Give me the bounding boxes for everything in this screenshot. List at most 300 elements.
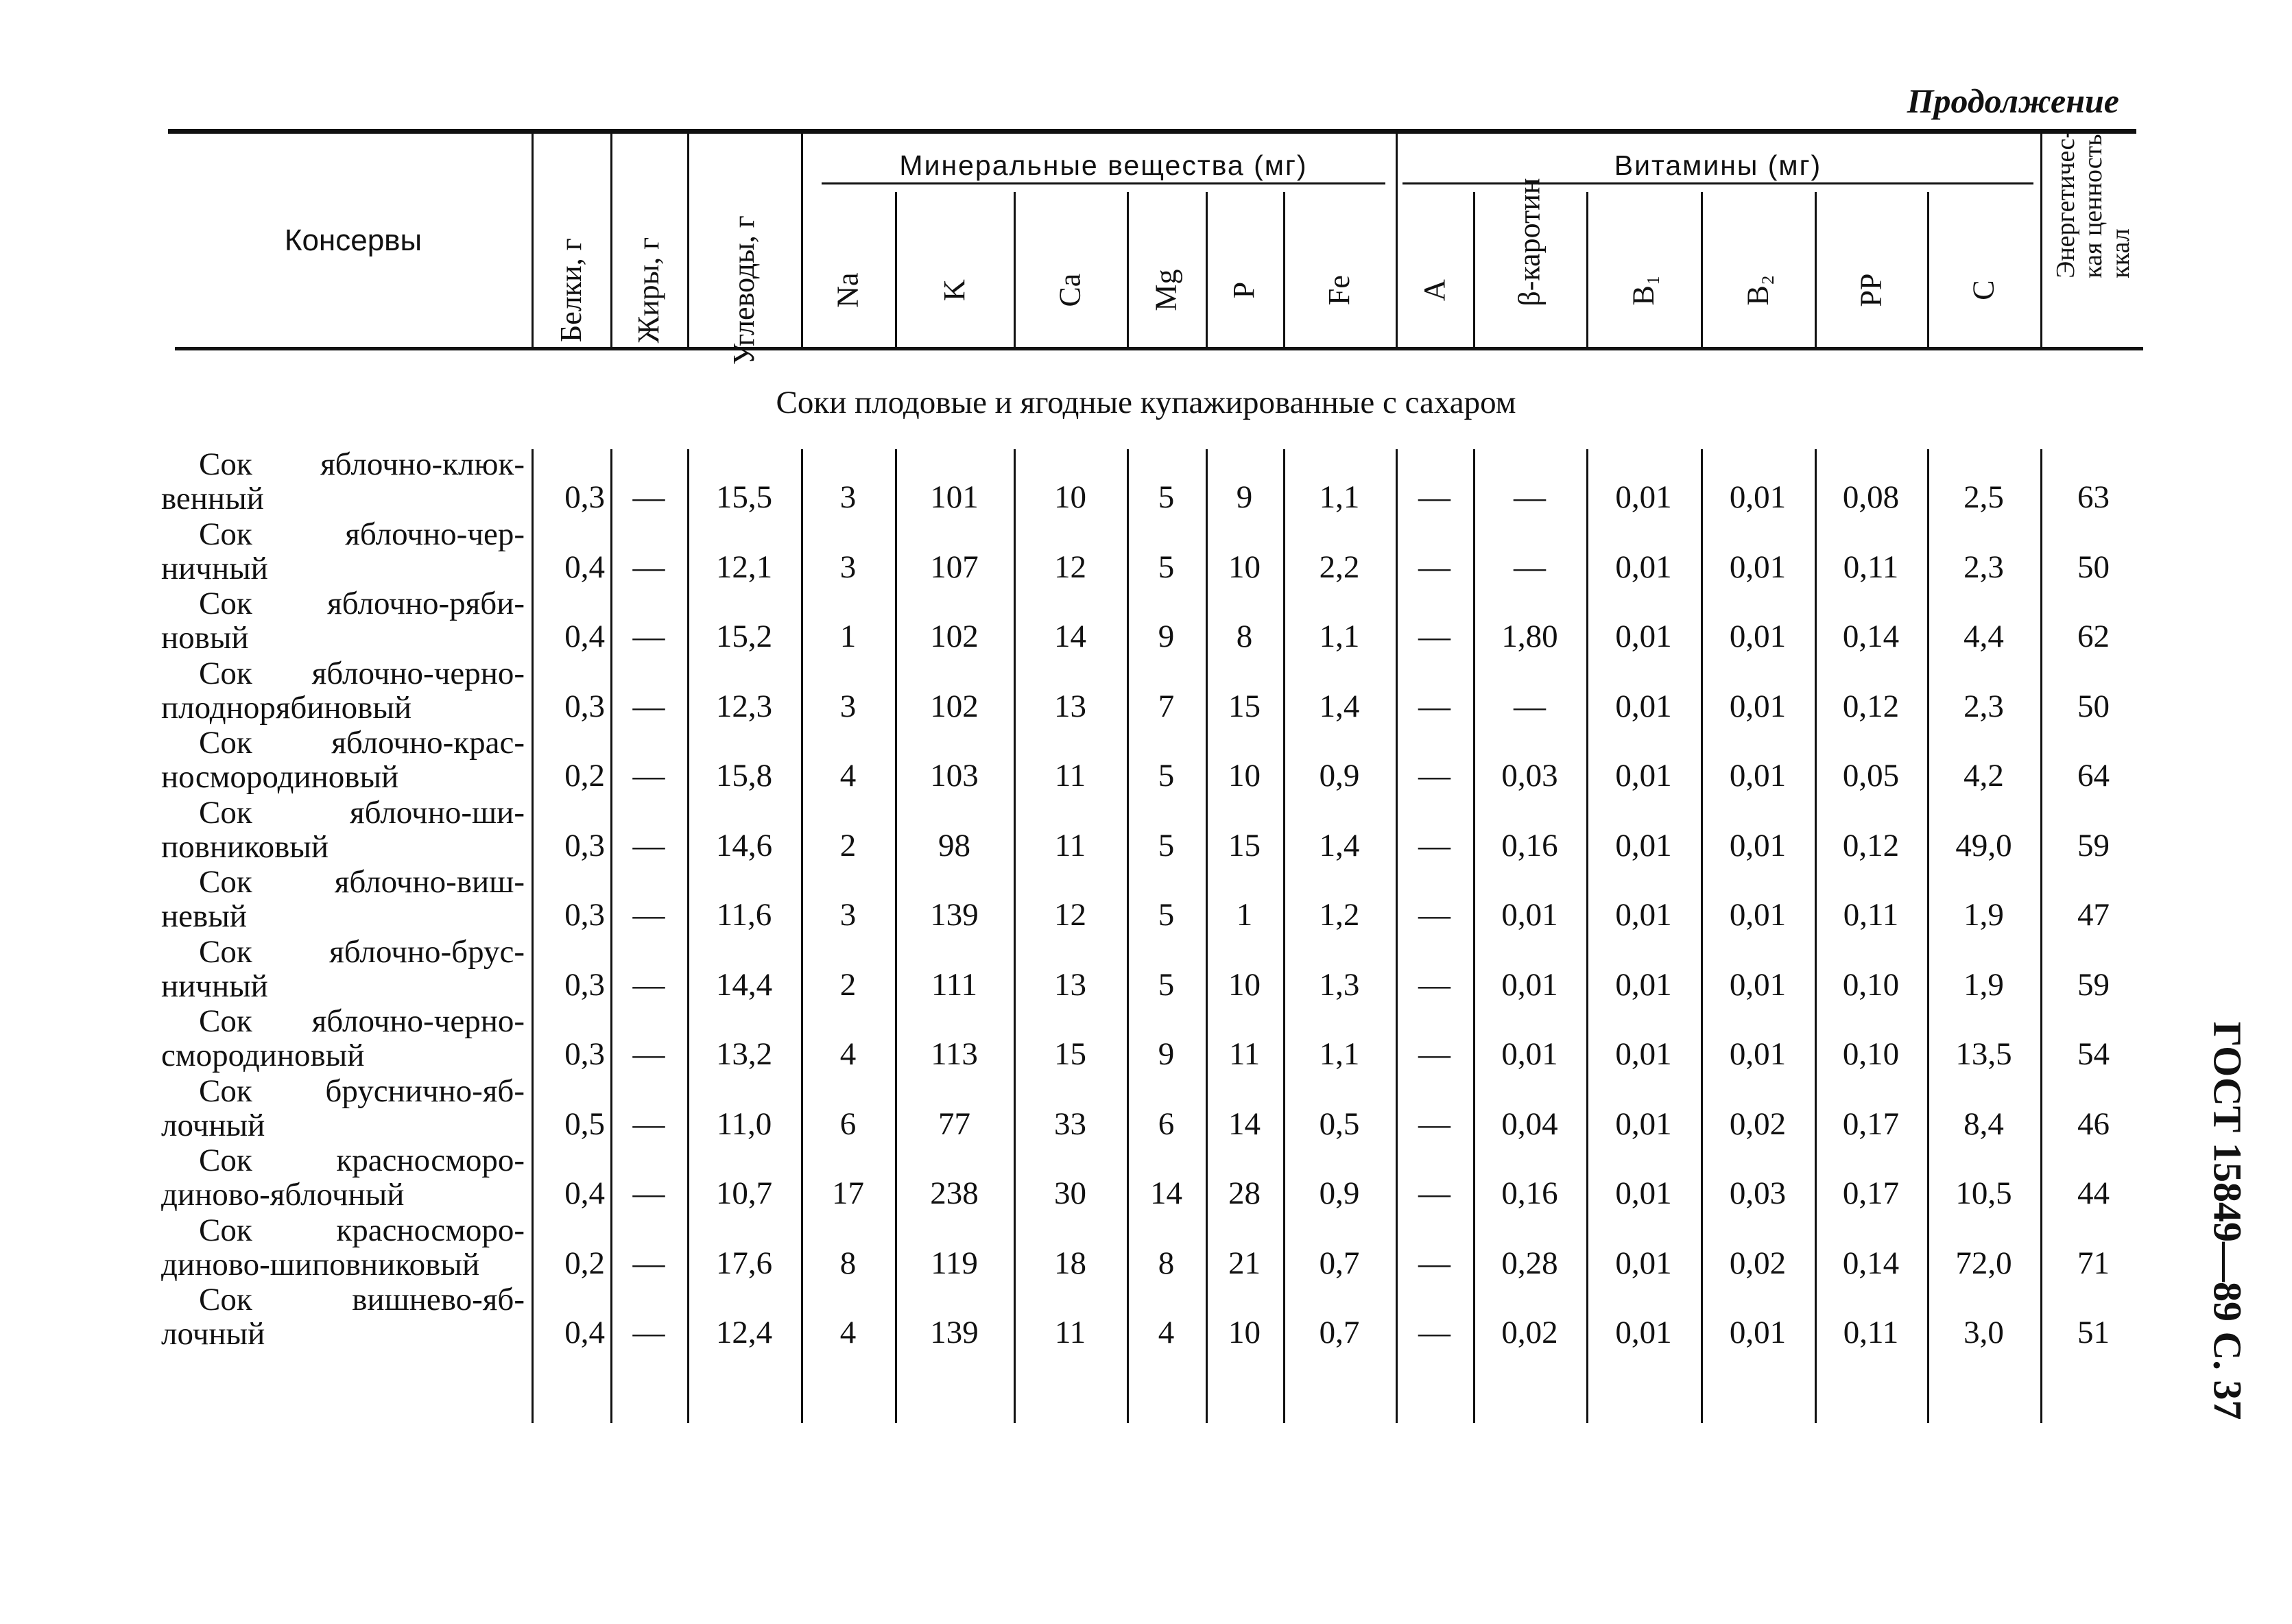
table-row: [0, 1281, 2292, 1350]
header-bottom-rule: [175, 347, 2143, 350]
row-product-name-word: Сок: [199, 1003, 252, 1039]
cell-beta: 0,02: [1501, 1315, 1558, 1350]
cell-ca: 12: [1054, 897, 1086, 933]
cell-belki: 0,3: [564, 827, 605, 863]
row-product-name-word: Сок: [199, 1073, 252, 1109]
cell-p: 9: [1236, 479, 1253, 515]
row-product-name-word: Сок: [199, 446, 252, 482]
header-k-label: K: [937, 279, 971, 301]
header-beta-label: β-каротин: [1512, 178, 1547, 307]
cell-beta: 0,01: [1501, 1036, 1558, 1072]
header-zhiry: [610, 134, 687, 347]
header-b2: [1701, 192, 1815, 347]
row-product-name-word: вишнево-яб-: [352, 1282, 525, 1317]
cell-zhiry: —: [632, 479, 665, 515]
cell-k: 77: [938, 1106, 970, 1142]
cell-beta: —: [1514, 479, 1546, 515]
cell-beta: 0,16: [1501, 827, 1558, 863]
cell-pp: 0,05: [1842, 758, 1900, 793]
cell-p: 10: [1228, 966, 1261, 1003]
cell-c: 2,3: [1963, 549, 2004, 585]
header-mg: [1127, 192, 1206, 347]
cell-b2: 0,02: [1729, 1245, 1787, 1281]
cell-b2: 0,01: [1729, 479, 1787, 515]
cell-pp: 0,17: [1842, 1175, 1900, 1211]
row-product-name-word: яблочно-крас-: [331, 725, 525, 761]
cell-b2: 0,01: [1729, 549, 1787, 585]
cell-k: 119: [931, 1245, 978, 1281]
cell-b2: 0,03: [1729, 1175, 1787, 1211]
row-product-name: [161, 1074, 525, 1143]
row-product-name-line2: новый: [161, 620, 249, 656]
cell-c: 1,9: [1963, 966, 2004, 1003]
row-product-name-line2: носмородиновый: [161, 759, 399, 795]
row-product-name-word: Сок: [199, 1212, 252, 1248]
cell-zhiry: —: [632, 619, 665, 654]
cell-pp: 0,11: [1843, 549, 1899, 585]
row-product-name-word: Сок: [199, 794, 252, 831]
row-product-name-word: бруснично-яб-: [325, 1073, 525, 1109]
header-a: [1396, 192, 1473, 347]
row-product-name: [161, 1004, 525, 1073]
row-product-name-word: яблочно-черно-: [311, 1003, 525, 1039]
cell-b2: 0,01: [1729, 897, 1787, 933]
cell-ugl: 14,4: [715, 966, 773, 1003]
cell-b1: 0,01: [1615, 479, 1672, 515]
cell-belki: 0,3: [564, 966, 605, 1003]
table-row: [0, 655, 2292, 724]
row-product-name: [161, 586, 525, 655]
row-product-name: [161, 1213, 525, 1282]
cell-pp: 0,11: [1843, 897, 1899, 933]
cell-fe: 1,1: [1319, 479, 1360, 515]
row-product-name: [161, 517, 525, 586]
header-mg-label: Mg: [1149, 269, 1183, 311]
header-energy-label: Энергетичес- кая ценность, ккал: [2051, 128, 2135, 279]
cell-c: 4,4: [1963, 619, 2004, 654]
cell-pp: 0,14: [1842, 1245, 1900, 1281]
row-product-name: [161, 1282, 525, 1351]
cell-b1: 0,01: [1615, 1315, 1672, 1350]
cell-zhiry: —: [632, 1036, 665, 1072]
cell-ca: 11: [1054, 827, 1086, 863]
header-a-label: A: [1417, 279, 1451, 301]
row-product-name-word: яблочно-клюк-: [320, 446, 525, 482]
header-belki: [532, 134, 610, 347]
cell-belki: 0,2: [564, 758, 605, 793]
cell-mg: 5: [1158, 827, 1175, 863]
cell-p: 11: [1228, 1036, 1261, 1072]
cell-fe: 1,2: [1319, 897, 1360, 933]
header-konservy: Консервы: [284, 223, 422, 257]
cell-b1: 0,01: [1615, 549, 1672, 585]
header-b1: [1586, 192, 1701, 347]
header-uglevody: [687, 134, 801, 365]
cell-b2: 0,02: [1729, 1106, 1787, 1142]
row-product-name-word: красносморо-: [336, 1143, 525, 1178]
row-product-name-line2: венный: [161, 481, 264, 516]
cell-energy: 54: [2077, 1036, 2110, 1072]
cell-beta: 0,16: [1501, 1175, 1558, 1211]
cell-fe: 1,1: [1319, 619, 1360, 654]
cell-energy: 64: [2077, 758, 2110, 793]
row-product-name-line2: невый: [161, 898, 247, 934]
cell-na: 4: [839, 758, 857, 793]
cell-mg: 6: [1158, 1106, 1175, 1142]
row-product-name-word: Сок: [199, 725, 252, 761]
cell-energy: 46: [2077, 1106, 2110, 1142]
row-product-name-word: яблочно-ши-: [349, 794, 525, 831]
cell-na: 3: [839, 549, 857, 585]
cell-beta: —: [1514, 549, 1546, 585]
row-product-name-line2: ничный: [161, 550, 268, 586]
table-row: [0, 794, 2292, 863]
cell-mg: 5: [1158, 966, 1175, 1003]
cell-energy: 62: [2077, 619, 2110, 654]
cell-beta: 0,04: [1501, 1106, 1558, 1142]
cell-energy: 51: [2077, 1315, 2110, 1350]
cell-na: 4: [839, 1315, 857, 1350]
header-beta: [1473, 178, 1586, 347]
cell-ugl: 15,5: [715, 479, 773, 515]
header-uglevody-label: Углеводы, г: [726, 215, 761, 365]
cell-a: —: [1418, 688, 1451, 724]
table-row: [0, 1073, 2292, 1141]
vitamins-group-rule: [1402, 182, 2033, 184]
header-ca: [1014, 192, 1127, 347]
cell-p: 15: [1228, 827, 1261, 863]
cell-c: 72,0: [1955, 1245, 2012, 1281]
cell-fe: 1,3: [1319, 966, 1360, 1003]
cell-ca: 30: [1054, 1175, 1086, 1211]
cell-zhiry: —: [632, 897, 665, 933]
cell-b1: 0,01: [1615, 827, 1672, 863]
header-belki-label: Белки, г: [553, 238, 588, 342]
cell-fe: 1,1: [1319, 1036, 1360, 1072]
cell-mg: 5: [1158, 897, 1175, 933]
cell-na: 3: [839, 479, 857, 515]
cell-ugl: 15,8: [715, 758, 773, 793]
cell-p: 10: [1228, 549, 1261, 585]
cell-zhiry: —: [632, 758, 665, 793]
table-row: [0, 516, 2292, 584]
cell-p: 10: [1228, 1315, 1261, 1350]
cell-na: 1: [839, 619, 857, 654]
cell-c: 2,5: [1963, 479, 2004, 515]
row-product-name: [161, 656, 525, 725]
cell-p: 15: [1228, 688, 1261, 724]
cell-b1: 0,01: [1615, 966, 1672, 1003]
table-row: [0, 1212, 2292, 1280]
row-product-name: [161, 865, 525, 933]
row-product-name-line2: смородиновый: [161, 1038, 365, 1073]
cell-ca: 13: [1054, 688, 1086, 724]
cell-a: —: [1418, 1175, 1451, 1211]
cell-c: 1,9: [1963, 897, 2004, 933]
cell-na: 6: [839, 1106, 857, 1142]
cell-ugl: 13,2: [715, 1036, 773, 1072]
row-product-name: [161, 447, 525, 516]
cell-ca: 11: [1054, 1315, 1086, 1350]
row-product-name-line2: диново-яблочный: [161, 1177, 405, 1213]
cell-mg: 14: [1150, 1175, 1182, 1211]
cell-beta: 0,28: [1501, 1245, 1558, 1281]
cell-b2: 0,01: [1729, 966, 1787, 1003]
cell-b2: 0,01: [1729, 619, 1787, 654]
cell-b2: 0,01: [1729, 758, 1787, 793]
cell-fe: 1,4: [1319, 688, 1360, 724]
cell-pp: 0,17: [1842, 1106, 1900, 1142]
table-row: [0, 724, 2292, 793]
cell-ca: 13: [1054, 966, 1086, 1003]
cell-pp: 0,14: [1842, 619, 1900, 654]
cell-beta: 0,03: [1501, 758, 1558, 793]
row-product-name-word: красносморо-: [336, 1212, 525, 1248]
cell-c: 4,2: [1963, 758, 2004, 793]
cell-b1: 0,01: [1615, 619, 1672, 654]
row-product-name: [161, 796, 525, 864]
continuation-label: Продолжение: [1907, 82, 2119, 120]
cell-pp: 0,12: [1842, 827, 1900, 863]
row-product-name-word: яблочно-брус-: [329, 933, 525, 970]
header-c-label: C: [1966, 280, 2001, 300]
row-product-name: [161, 1143, 525, 1212]
cell-pp: 0,11: [1843, 1315, 1899, 1350]
cell-ca: 10: [1054, 479, 1086, 515]
cell-belki: 0,4: [564, 619, 605, 654]
cell-beta: 1,80: [1501, 619, 1558, 654]
cell-fe: 1,4: [1319, 827, 1360, 863]
row-product-name-word: Сок: [199, 933, 252, 970]
cell-a: —: [1418, 479, 1451, 515]
cell-belki: 0,4: [564, 549, 605, 585]
table-row: [0, 585, 2292, 654]
cell-ugl: 12,4: [715, 1315, 773, 1350]
header-fe-label: Fe: [1322, 274, 1356, 305]
header-na: [801, 192, 895, 347]
cell-ca: 14: [1054, 619, 1086, 654]
side-label: ГОСТ 15849—89 С. 37: [2205, 1021, 2250, 1420]
cell-ugl: 17,6: [715, 1245, 773, 1281]
cell-c: 3,0: [1963, 1315, 2004, 1350]
row-product-name-word: Сок: [199, 655, 252, 691]
cell-belki: 0,2: [564, 1245, 605, 1281]
cell-p: 14: [1228, 1106, 1261, 1142]
row-product-name-line2: ничный: [161, 968, 268, 1004]
cell-belki: 0,5: [564, 1106, 605, 1142]
cell-k: 139: [930, 897, 979, 933]
cell-k: 98: [938, 827, 970, 863]
cell-na: 4: [839, 1036, 857, 1072]
row-product-name-line2: лочный: [161, 1107, 265, 1143]
cell-k: 103: [930, 758, 979, 793]
header-minerals-group: Минеральные вещества (мг): [899, 150, 1308, 181]
row-product-name-line2: лочный: [161, 1316, 265, 1352]
cell-belki: 0,3: [564, 688, 605, 724]
cell-zhiry: —: [632, 1315, 665, 1350]
cell-ca: 33: [1054, 1106, 1086, 1142]
cell-a: —: [1418, 1036, 1451, 1072]
top-rule: [168, 129, 2136, 134]
row-product-name: [161, 726, 525, 794]
row-product-name-word: яблочно-ряби-: [327, 586, 525, 621]
cell-energy: 50: [2077, 688, 2110, 724]
cell-ugl: 12,1: [715, 549, 773, 585]
cell-zhiry: —: [632, 966, 665, 1003]
cell-mg: 7: [1158, 688, 1175, 724]
cell-a: —: [1418, 897, 1451, 933]
cell-k: 101: [930, 479, 979, 515]
cell-k: 111: [931, 966, 977, 1003]
cell-pp: 0,12: [1842, 688, 1900, 724]
cell-belki: 0,3: [564, 897, 605, 933]
cell-ca: 15: [1054, 1036, 1086, 1072]
cell-a: —: [1418, 1315, 1451, 1350]
cell-k: 139: [930, 1315, 979, 1350]
cell-belki: 0,3: [564, 1036, 605, 1072]
cell-a: —: [1418, 1245, 1451, 1281]
cell-b1: 0,01: [1615, 688, 1672, 724]
cell-na: 3: [839, 688, 857, 724]
table-row: [0, 446, 2292, 514]
cell-zhiry: —: [632, 1106, 665, 1142]
cell-mg: 5: [1158, 758, 1175, 793]
cell-fe: 0,7: [1319, 1315, 1360, 1350]
table-row: [0, 863, 2292, 932]
cell-b1: 0,01: [1615, 1245, 1672, 1281]
header-vitamins-group: Витамины (мг): [1614, 150, 1822, 181]
cell-c: 49,0: [1955, 827, 2012, 863]
cell-fe: 2,2: [1319, 549, 1360, 585]
row-product-name-line2: плоднорябиновый: [161, 689, 412, 726]
cell-energy: 44: [2077, 1175, 2110, 1211]
cell-energy: 59: [2077, 966, 2110, 1003]
cell-b2: 0,01: [1729, 688, 1787, 724]
cell-energy: 63: [2077, 479, 2110, 515]
header-pp: [1815, 192, 1927, 347]
header-k: [895, 192, 1014, 347]
row-product-name-word: Сок: [199, 516, 252, 552]
cell-a: —: [1418, 619, 1451, 654]
cell-fe: 0,9: [1319, 1175, 1360, 1211]
row-product-name-word: яблочно-чер-: [345, 516, 525, 552]
cell-beta: 0,01: [1501, 897, 1558, 933]
cell-pp: 0,10: [1842, 966, 1900, 1003]
row-product-name-word: Сок: [199, 1282, 252, 1317]
cell-b1: 0,01: [1615, 1106, 1672, 1142]
cell-zhiry: —: [632, 827, 665, 863]
cell-ugl: 12,3: [715, 688, 773, 724]
cell-ugl: 11,0: [716, 1106, 772, 1142]
cell-zhiry: —: [632, 549, 665, 585]
cell-na: 2: [839, 827, 857, 863]
cell-k: 238: [930, 1175, 979, 1211]
row-product-name-word: Сок: [199, 586, 252, 621]
header-p: [1206, 192, 1283, 347]
cell-k: 102: [930, 619, 979, 654]
cell-fe: 0,7: [1319, 1245, 1360, 1281]
header-na-label: Na: [831, 272, 865, 308]
cell-c: 8,4: [1963, 1106, 2004, 1142]
cell-c: 13,5: [1955, 1036, 2012, 1072]
cell-c: 10,5: [1955, 1175, 2012, 1211]
cell-beta: —: [1514, 688, 1546, 724]
cell-na: 3: [839, 897, 857, 933]
row-product-name-word: Сок: [199, 864, 252, 900]
cell-ca: 12: [1054, 549, 1086, 585]
cell-p: 8: [1236, 619, 1253, 654]
cell-a: —: [1418, 758, 1451, 793]
cell-b1: 0,01: [1615, 1036, 1672, 1072]
section-title: Соки плодовые и ягодные купажированные с сахаром: [776, 385, 1516, 420]
cell-ugl: 14,6: [715, 827, 773, 863]
row-product-name-word: яблочно-виш-: [334, 864, 525, 900]
header-ca-label: Ca: [1053, 273, 1087, 307]
cell-ugl: 10,7: [715, 1175, 773, 1211]
cell-belki: 0,3: [564, 479, 605, 515]
header-c: [1927, 192, 2040, 347]
cell-zhiry: —: [632, 688, 665, 724]
cell-mg: 4: [1158, 1315, 1175, 1350]
cell-a: —: [1418, 966, 1451, 1003]
cell-energy: 47: [2077, 897, 2110, 933]
cell-a: —: [1418, 1106, 1451, 1142]
cell-b1: 0,01: [1615, 1175, 1672, 1211]
cell-c: 2,3: [1963, 688, 2004, 724]
cell-mg: 5: [1158, 479, 1175, 515]
header-pp-label: PP: [1853, 273, 1887, 307]
cell-na: 2: [839, 966, 857, 1003]
cell-p: 21: [1228, 1245, 1261, 1281]
cell-energy: 59: [2077, 827, 2110, 863]
table-row: [0, 933, 2292, 1002]
cell-belki: 0,4: [564, 1315, 605, 1350]
cell-p: 28: [1228, 1175, 1261, 1211]
cell-pp: 0,10: [1842, 1036, 1900, 1072]
minerals-group-rule: [822, 182, 1385, 184]
cell-k: 107: [930, 549, 979, 585]
cell-b2: 0,01: [1729, 1036, 1787, 1072]
cell-ca: 18: [1054, 1245, 1086, 1281]
cell-b2: 0,01: [1729, 1315, 1787, 1350]
cell-a: —: [1418, 549, 1451, 585]
cell-mg: 8: [1158, 1245, 1175, 1281]
header-zhiry-label: Жиры, г: [631, 237, 665, 344]
cell-k: 113: [931, 1036, 978, 1072]
cell-energy: 71: [2077, 1245, 2110, 1281]
header-b1-label: B₁: [1626, 274, 1660, 306]
cell-energy: 50: [2077, 549, 2110, 585]
cell-k: 102: [930, 688, 979, 724]
cell-na: 17: [832, 1175, 864, 1211]
cell-zhiry: —: [632, 1245, 665, 1281]
row-product-name-word: яблочно-черно-: [311, 655, 525, 691]
cell-mg: 5: [1158, 549, 1175, 585]
cell-zhiry: —: [632, 1175, 665, 1211]
cell-belki: 0,4: [564, 1175, 605, 1211]
cell-beta: 0,01: [1501, 966, 1558, 1003]
cell-mg: 9: [1158, 1036, 1175, 1072]
cell-ugl: 15,2: [715, 619, 773, 654]
cell-b1: 0,01: [1615, 758, 1672, 793]
header-energy: [2040, 128, 2147, 347]
cell-p: 1: [1236, 897, 1253, 933]
header-b2-label: B₂: [1740, 274, 1774, 306]
header-fe: [1283, 192, 1396, 347]
row-product-name-line2: диново-шиповниковый: [161, 1246, 480, 1282]
cell-ca: 11: [1054, 758, 1086, 793]
cell-pp: 0,08: [1842, 479, 1900, 515]
